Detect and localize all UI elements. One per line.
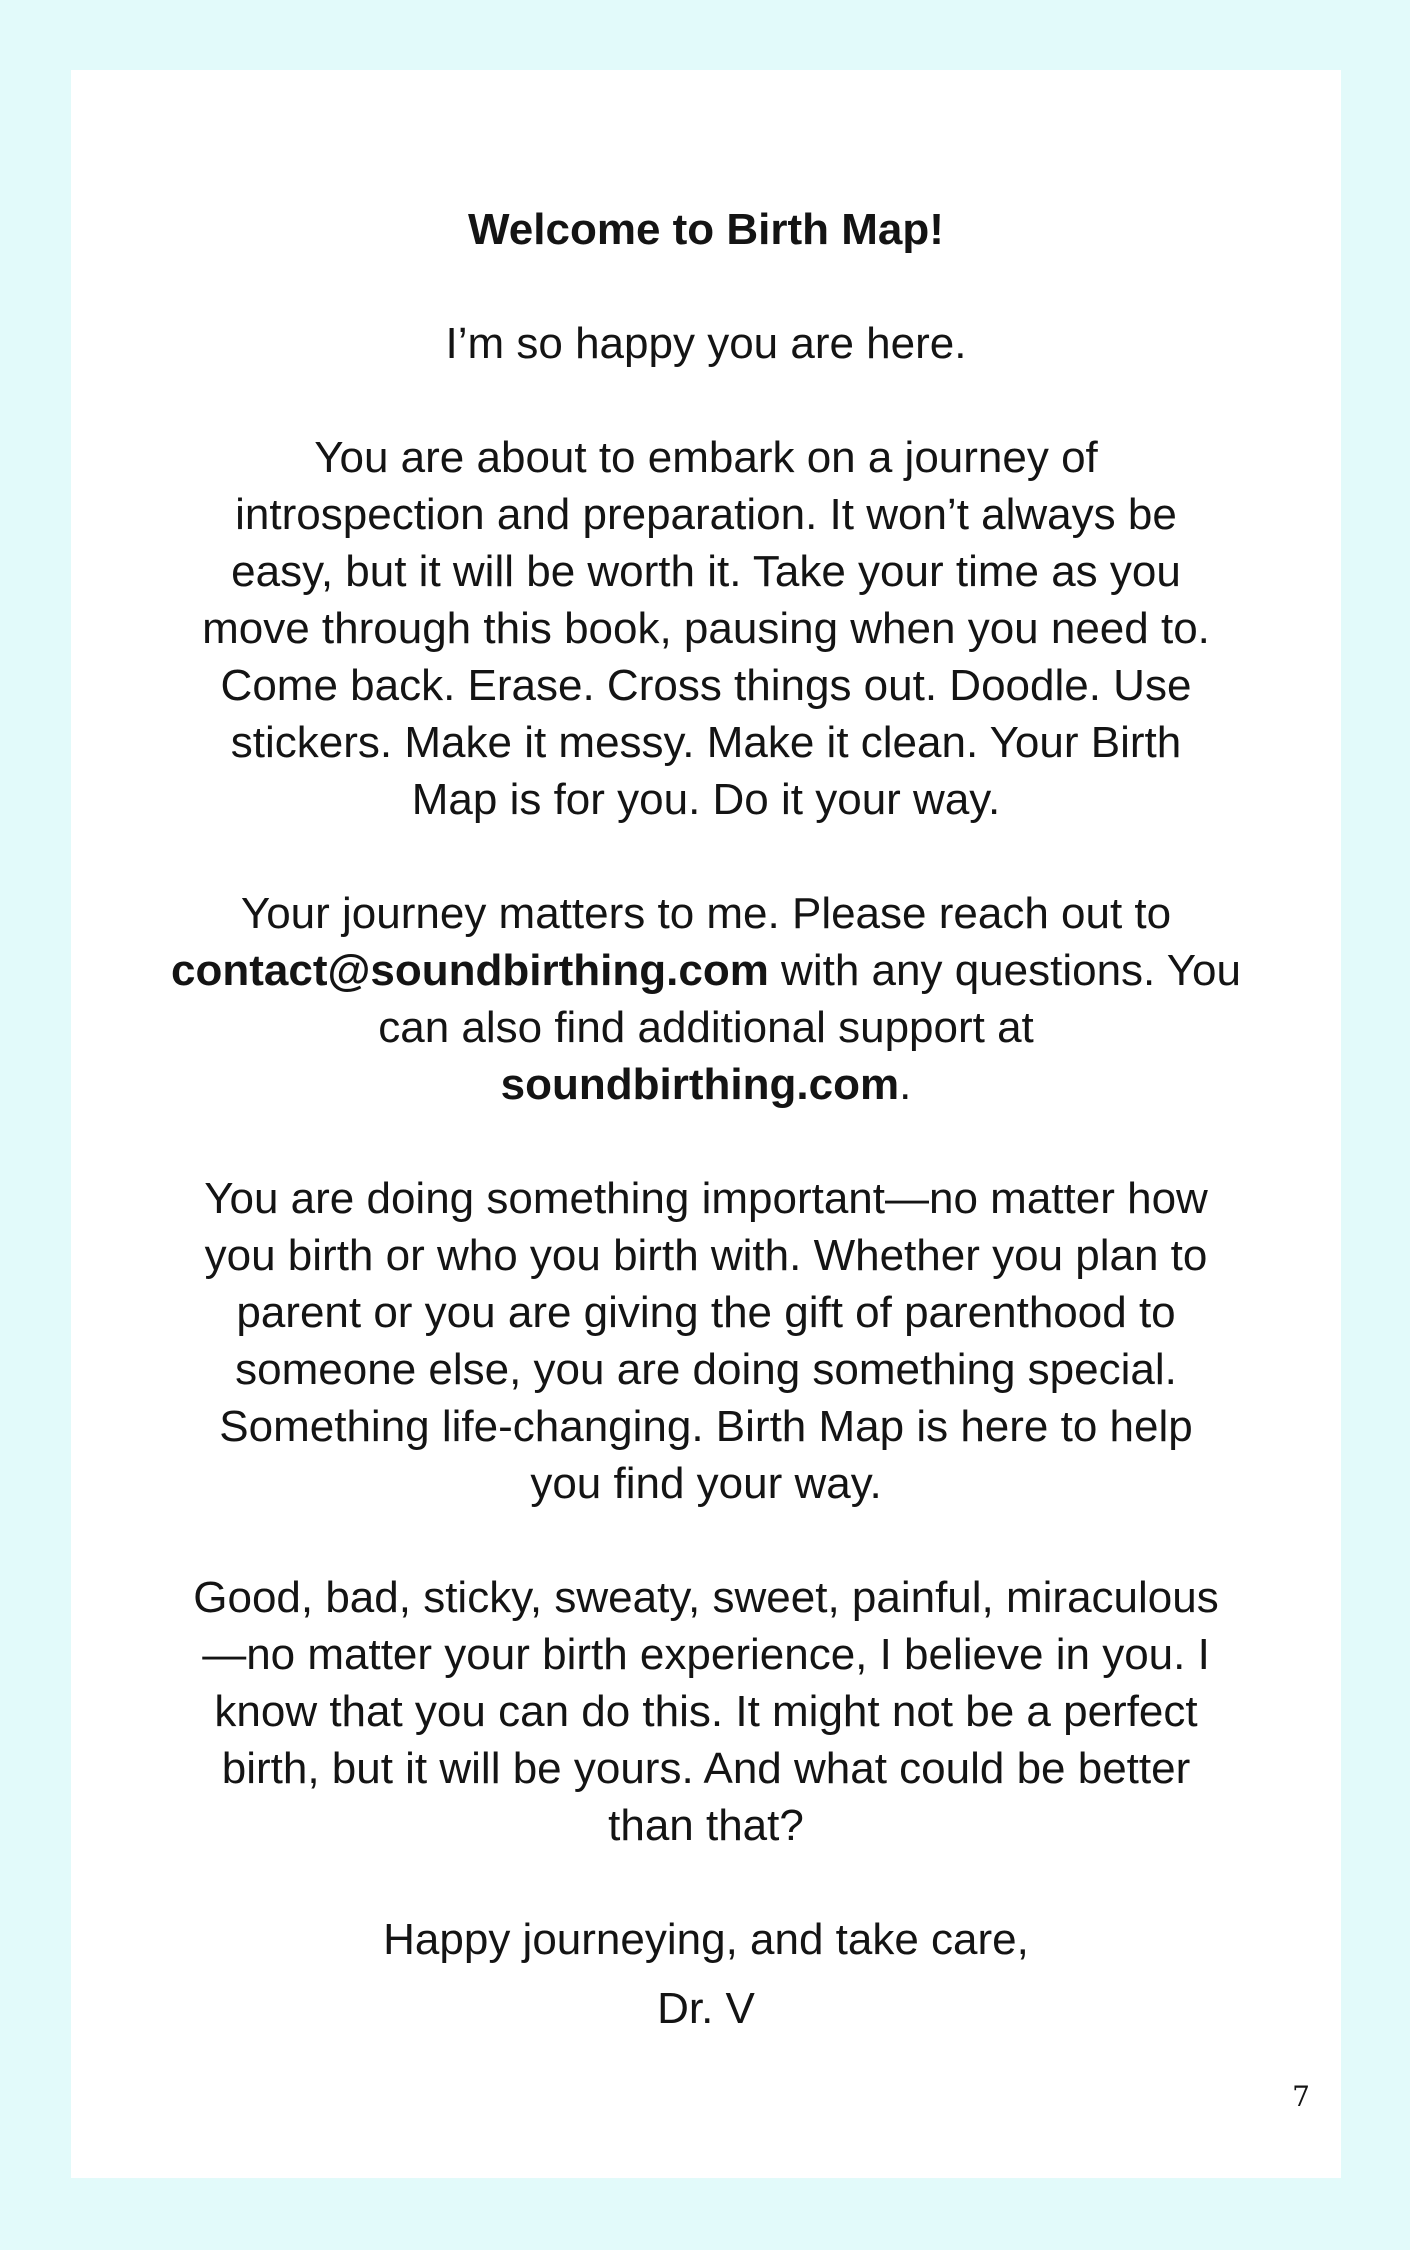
- paragraph-line: can also find additional support at: [378, 1003, 1034, 1052]
- paragraph-line: You are about to embark on a journey of: [314, 433, 1098, 482]
- paragraph-line: Your journey matters to me. Please reach out to: [240, 889, 1172, 938]
- paragraph-intro: [131, 429, 1281, 828]
- paragraph-line: You are doing something important—no matter how: [204, 1174, 1208, 1223]
- paragraph-line: Good, bad, sticky, sweaty, sweet, painful, miraculous: [193, 1573, 1219, 1622]
- paragraph-line: you birth or who you birth with. Whether you plan to: [204, 1231, 1208, 1280]
- paragraph-line: know that you can do this. It might not be a perfect: [214, 1687, 1198, 1736]
- paragraph-line: move through this book, pausing when you need to.: [202, 604, 1210, 653]
- paragraph-text: with any questions. You: [768, 946, 1241, 995]
- paragraph-line: you find your way.: [530, 1459, 882, 1508]
- paragraph-belief: [131, 1569, 1281, 1854]
- page-number: 7: [1292, 2080, 1310, 2113]
- paragraph-line: introspection and preparation. It won’t always be: [235, 490, 1177, 539]
- paragraph-line: birth, but it will be yours. And what could be better: [221, 1744, 1191, 1793]
- document-page: [71, 70, 1341, 2178]
- paragraph-line: —no matter your birth experience, I believe in you. I: [202, 1630, 1210, 1679]
- paragraph-line: Map is for you. Do it your way.: [411, 775, 1001, 824]
- paragraph-line: easy, but it will be worth it. Take your time as you: [231, 547, 1181, 596]
- paragraph-text: .: [899, 1060, 912, 1109]
- paragraph-important: [131, 1170, 1281, 1512]
- paragraph-line: parent or you are giving the gift of parenthood to: [236, 1288, 1176, 1337]
- paragraph-line: than that?: [608, 1801, 804, 1850]
- paragraph-line: Come back. Erase. Cross things out. Doodle. Use: [220, 661, 1192, 710]
- paragraph-line: stickers. Make it messy. Make it clean. Your Birth: [230, 718, 1182, 767]
- greeting: I’m so happy you are here.: [445, 319, 967, 368]
- contact-email-link[interactable]: contact@soundbirthing.com: [171, 946, 769, 995]
- signature: Dr. V: [657, 1984, 755, 2033]
- paragraph-line: [131, 1056, 1281, 1113]
- paragraph-line: someone else, you are doing something special.: [235, 1345, 1177, 1394]
- page-title: Welcome to Birth Map!: [468, 205, 944, 254]
- paragraph-line: [131, 942, 1281, 999]
- website-link[interactable]: soundbirthing.com: [500, 1060, 900, 1109]
- paragraph-line: Something life-changing. Birth Map is here to help: [219, 1402, 1193, 1451]
- letter-body: [131, 165, 1281, 2037]
- paragraph-contact: [131, 885, 1281, 1113]
- closing-line: Happy journeying, and take care,: [383, 1915, 1029, 1964]
